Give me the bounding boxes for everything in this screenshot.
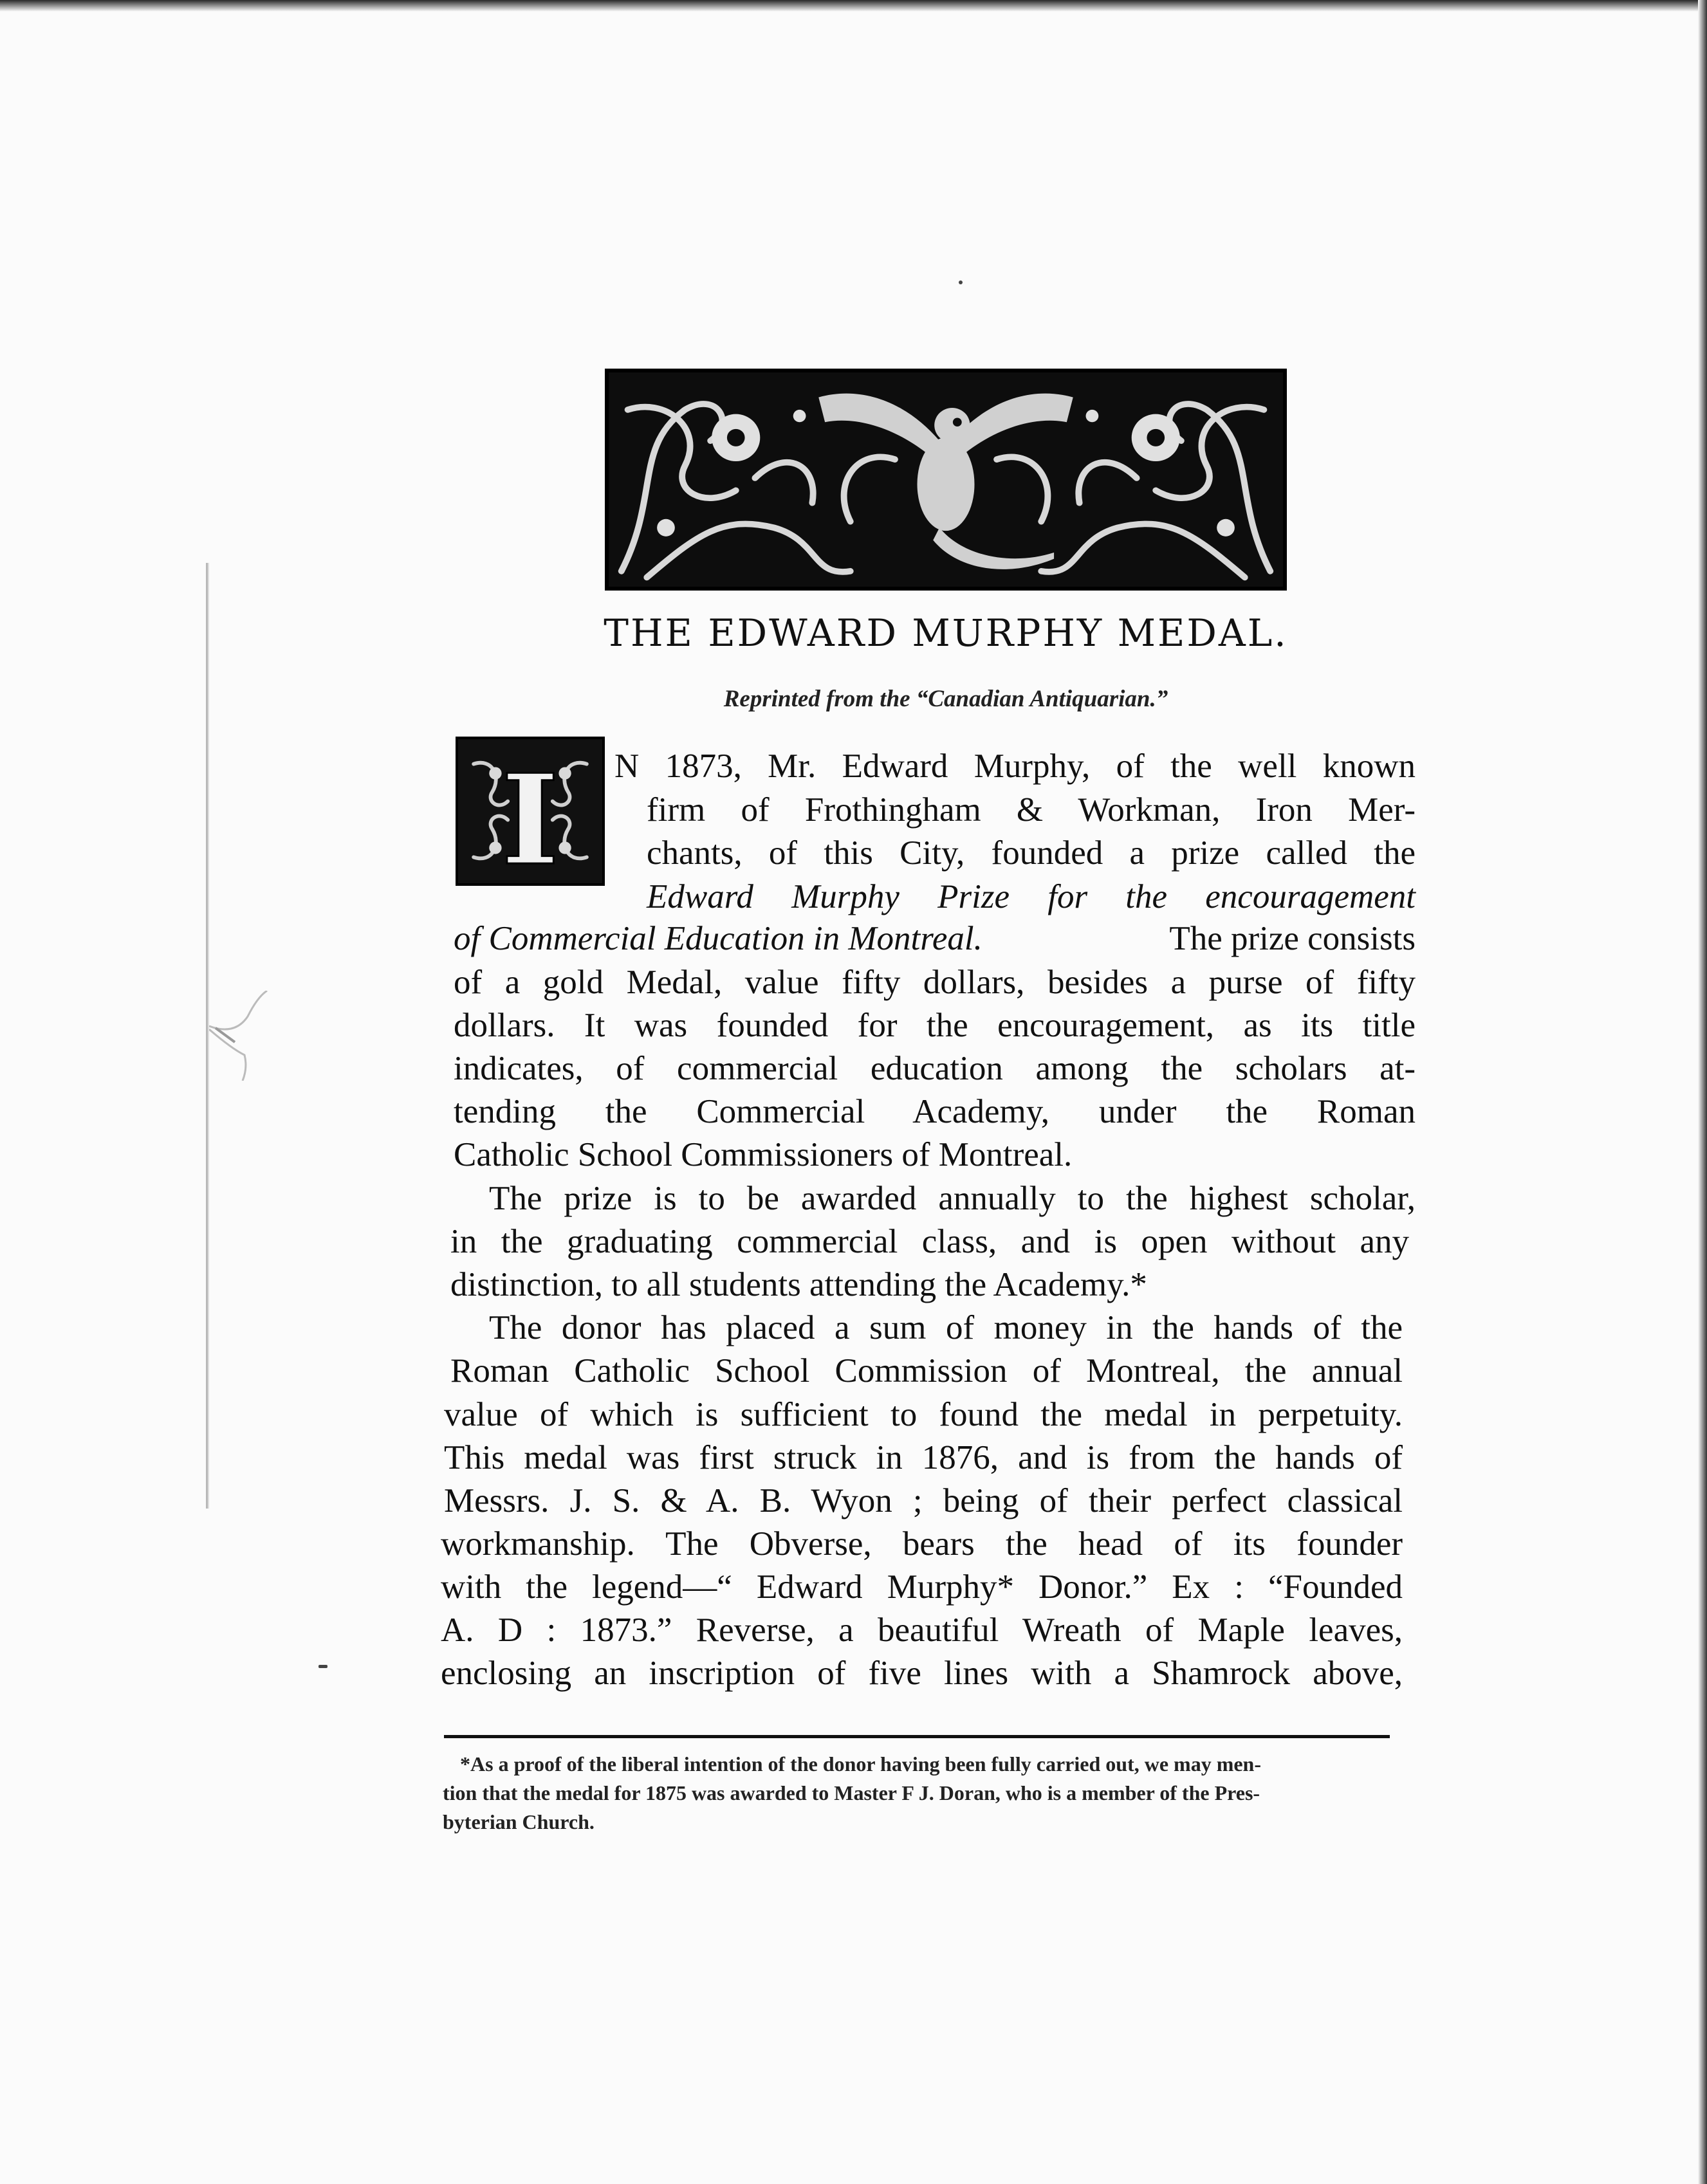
body-line: Edward Murphy Prize for the encouragement	[647, 878, 1416, 915]
body-line: The donor has placed a sum of money in the hands of the	[489, 1309, 1403, 1346]
body-line: Messrs. J. S. & A. B. Wyon ; being of their perfect classical	[444, 1482, 1403, 1519]
body-line: firm of Frothingham & Workman, Iron Mer-	[647, 791, 1416, 829]
page-right-edge	[1698, 0, 1707, 2184]
footnote-line: *As a proof of the liberal intention of the donor having been fully carried out, we may men-	[460, 1752, 1261, 1776]
body-line: Roman Catholic School Commission of Montreal, the annual	[450, 1352, 1403, 1390]
body-line: chants, of this City, founded a prize called the	[647, 834, 1416, 872]
paper-speck	[959, 280, 963, 284]
body-line: in the graduating commercial class, and is open without any	[450, 1223, 1409, 1260]
body-line: of a gold Medal, value fifty dollars, besides a purse of fifty	[454, 964, 1416, 1001]
body-line: distinction, to all students attending the Academy.*	[450, 1266, 1147, 1303]
page-top-edge	[0, 0, 1707, 12]
body-line: indicates, of commercial education among the scholars at-	[454, 1050, 1416, 1087]
ornamental-headpiece	[605, 369, 1287, 591]
body-line: A. D : 1873.” Reverse, a beautiful Wreath of Maple leaves,	[441, 1611, 1403, 1649]
body-line: value of which is sufficient to found the medal in perpetuity.	[444, 1396, 1403, 1433]
body-line: enclosing an inscription of five lines with a Shamrock above,	[441, 1655, 1403, 1692]
footnote-line: tion that the medal for 1875 was awarded to Master F J. Doran, who is a member of the Pres-	[443, 1781, 1260, 1804]
paper-speck	[318, 1665, 328, 1668]
body-line: The prize consists	[1169, 920, 1416, 957]
drop-cap	[456, 737, 605, 886]
drop-cap-letter: I	[501, 747, 560, 883]
footnote-line: byterian Church.	[443, 1810, 595, 1833]
ribbon-knot	[209, 991, 280, 1081]
body-line: tending the Commercial Academy, under the Roman	[454, 1093, 1416, 1130]
page-title: THE EDWARD MURPHY MEDAL.	[604, 611, 1288, 655]
body-line: with the legend—“ Edward Murphy* Donor.” Ex : “Founded	[441, 1568, 1403, 1606]
page-subtitle: Reprinted from the “Canadian Antiquarian.”	[723, 686, 1168, 712]
body-line: workmanship. The Obverse, bears the head of its founder	[441, 1525, 1403, 1563]
footnote-rule	[444, 1735, 1390, 1738]
body-line: This medal was first struck in 1876, and is from the hands of	[444, 1439, 1403, 1476]
body-line: The prize is to be awarded annually to the highest scholar,	[489, 1180, 1416, 1217]
body-line: dollars. It was founded for the encouragement, as its title	[454, 1007, 1416, 1044]
body-line: Catholic School Commissioners of Montreal.	[454, 1136, 1073, 1173]
body-line: of Commercial Education in Montreal.	[454, 920, 983, 957]
body-line: N 1873, Mr. Edward Murphy, of the well known	[614, 748, 1416, 785]
